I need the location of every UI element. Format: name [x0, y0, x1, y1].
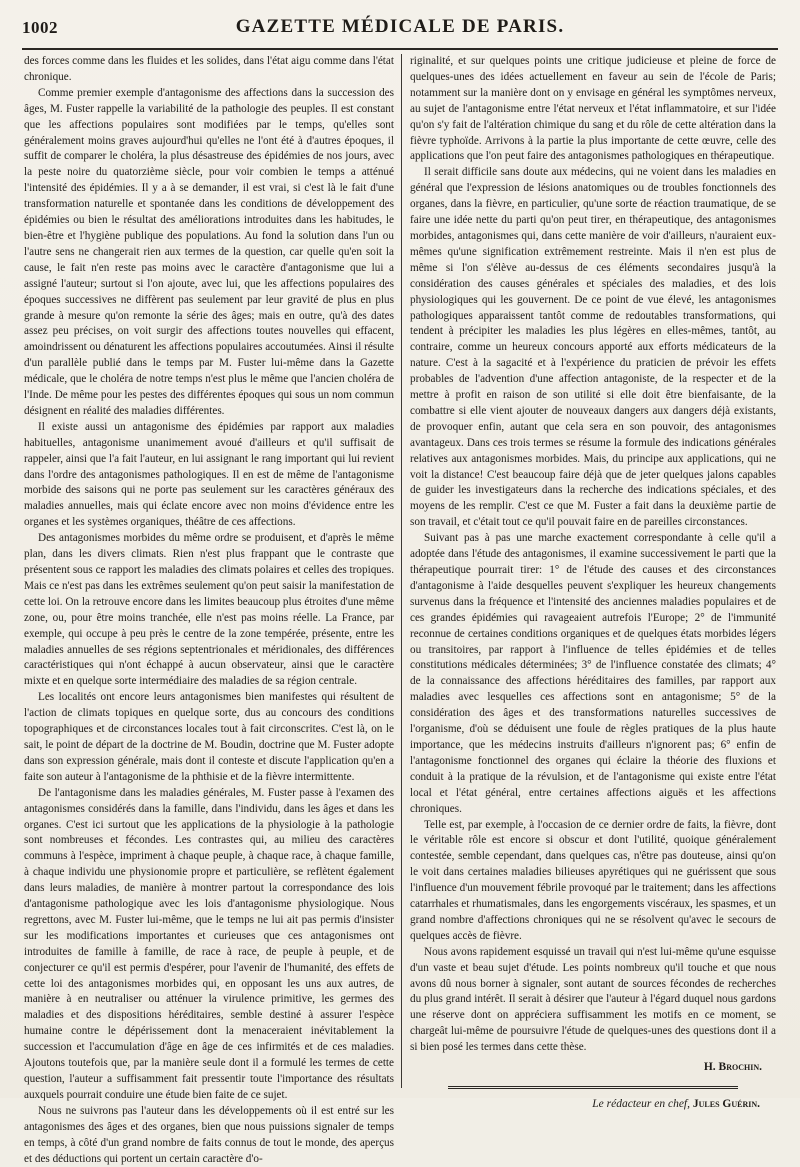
right-paragraph-5: Nous avons rapidement esquissé un travail qui n'est lui-même qu'une esquisse d'un vaste et beau sujet d'étude. Les points nombreux qu'il touche et que nous avons dû nous borner à signaler, sont autant de sources fécondes de recherches du plus grand intérêt. Il serait à désirer que l'auteur à l'égard duquel nous gardons une réserve dont on appréciera suffisamment les motifs en ce moment, se chargeât lui-même de poursuivre l'étude de quelques-unes des questions dont il a si bien posé les termes dans cette thèse.	[410, 945, 776, 1054]
left-paragraph-6: De l'antagonisme dans les maladies générales, M. Fuster passe à l'examen des antagonismes considérés dans la famille, dans l'individu, dans les âges et dans les organes. C'est ici surtout que les applications de la physiologie à la pathologie sont nombreuses et fécondes. Les contrastes qui, au milieu des caractères communs à l'espèce, impriment à chaque peuple, à chaque race, à chaque famille, à chaque individu une physionomie propre et particulière, se reflètent également dans leurs maladies, de manière à montrer partout la correspondance des lois d'antagonisme pathologique avec les lois d'antagonisme physiologique. Nous regrettons, avec M. Fuster lui-même, que le temps ne lui ait pas permis d'insister sur les modifications importantes et curieuses que ces antagonismes ont introduites de famille à famille, de race à race, de peuple à peuple, et de conjecturer ce qu'il est permis d'espérer, pour l'avenir de l'humanité, des effets de cette loi des antagonismes morbides qui, en opposant les uns aux autres, de manière à en neutraliser ou atténuer la virulence primitive, les germes des maladies et des dispositions héréditaires, semble destiné à assurer l'espèce humaine contre le dépérissement dont la menaceraient inévitablement la succession et l'accumulation d'âge en âge de ces infirmités et de ces maladies. Ajoutons toutefois que, par la manière seule dont il a formulé les termes de cette question, l'auteur a suffisamment fait pressentir toute l'importance des résultats auxquels pourrait conduire une étude bien faite de ce sujet.	[24, 786, 394, 1101]
right-paragraph-1: riginalité, et sur quelques points une critique judicieuse et pleine de force de quelques-unes des idées actuellement en faveur au sein de l'école de Paris; notamment sur la manière dont on y envisage en général les symptômes nerveux, au sujet de l'antagonisme entre l'état nerveux et l'état inflammatoire, et sur l'idée qu'on s'y fait de l'altération chimique du sang et du rôle de cette altération dans la fièvre typhoïde. Arrivons à la partie la plus importante de cette œuvre, celle des applications que l'on peut faire des antagonismes pathologiques en thérapeutique.	[410, 55, 776, 163]
journal-title: GAZETTE MÉDICALE DE PARIS.	[235, 16, 565, 37]
right-paragraph-3: Suivant pas à pas une marche exactement correspondante à celle qu'il a adoptée dans l'étude des antagonismes, il examine successivement le parti que la thérapeutique pourrait tirer: 1° de l'étude des causes et des circonstances d'antagonisme à l'aide desquelles peuvent s'expliquer les heureux changements survenus dans la fréquence et l'intensité des anciennes maladies populaires et de ces grandes épidémies qui ravageaient autrefois l'Europe; 2° de l'immunité reconnue de certaines conditions organiques et de quelques états morbides légers ou transitoires, par rapport à l'influence de telles épidémies et de telles constitutions médicales déterminées; 3° de l'influence constatée des climats; 4° de la connaissance des affections héréditaires des familles, par rapport aux maladies avec lesquelles ces affections sont en antagonisme; 5° de la considération des âges et des transformations naturelles successives de l'organisme, d'où se déduisent une foule de règles pratiques de la plus haute importance, que les médecins instruits d'ailleurs n'ignorent pas; 6° enfin de l'antagonisme fonctionnel des organes qui éclaire la théorie des fluxions et conduit à la pratique de la révulsion, et de l'antagonisme qui existe entre l'état local et l'état général, entre certaines affections aiguës et les affections chroniques.	[410, 532, 776, 815]
editor-credit	[410, 1097, 776, 1113]
right-column	[410, 54, 776, 1110]
author-signature: H. Brochin.	[703, 1061, 762, 1074]
left-paragraph-5: Les localités ont encore leurs antagonismes bien manifestes qui résultent de l'action de climats topiques en quelque sorte, dus au concours des conditions topographiques et de circonstances locales tout à fait circonscrites. C'est là, on le sait, le point de départ de la doctrine de M. Boudin, doctrine que M. Fuster adopte dans son expression générale, mais dont il conteste et discute l'application qu'en a faite son auteur à l'antagonisme de la phthisie et de la fièvre intermittente.	[24, 691, 394, 783]
editor-name: Jules Guérin.	[692, 1098, 760, 1110]
column-divider	[401, 54, 402, 1088]
left-paragraph-7: Nous ne suivrons pas l'auteur dans les développements où il est entré sur les antagonismes des âges et des organes, bien que nous puissions signaler de temps en temps, à côté d'un grand nombre de faits connus de tout le monde, des aperçus et des déductions qui portent un certain caractère d'o-	[24, 1104, 394, 1165]
left-paragraph-4: Des antagonismes morbides du même ordre se produisent, et d'après le même plan, dans les divers climats. Rien n'est plus frappant que le contraste que présentent sous ce rapport les maladies des climats polaires et celles des tropiques. Mais ce n'est pas dans les extrêmes seulement qu'on peut saisir la manifestation de cette loi. On la retrouve encore dans les limites beaucoup plus étroites d'une même zone, ou, pour être moins tranchée, elle n'est pas moins réelle. La France, par exemple, qui occupe à peu près le centre de la zone tempérée, présente, entre les maladies annuelles de ses régions septentrionales et méridionales, des différences caractéristiques qui n'ont échappé à aucun observateur, ainsi que le caractère mixte et en quelque sorte intermédiaire des maladies de sa région centrale.	[24, 532, 394, 688]
page-number: 1002	[22, 18, 58, 37]
right-paragraph-4: Telle est, par exemple, à l'occasion de ce dernier ordre de faits, la fièvre, dont le véritable rôle est encore si obscur et dont l'utilité, quoique généralement contestée, semble cependant, dans quelques cas, n'être pas douteuse, ainsi qu'on le voit dans certaines maladies bilieuses apyrétiques qui ne guérissent que sous l'influence d'un mouvement fébrile provoqué par le traitement; dans les affections catarrhales et rhumatismales, dans les engorgements viscéraux, les spasmes, et un grand nombre d'affections chroniques qui ne se résolvent qu'avec le secours de quelques accès de fièvre.	[410, 818, 776, 942]
left-paragraph-3: Il existe aussi un antagonisme des épidémies par rapport aux maladies habituelles, antagonisme unanimement avoué d'ailleurs et qu'il suffisait de rappeler, ainsi que l'a fait l'auteur, en lui assignant le rang important qui lui revient dans l'ordre des antagonismes pathologiques. Il en est de même de l'antagonisme morbide des saisons qui ne porte pas seulement sur les caractères généraux des maladies annuelles, mais qui éclate encore avec non moins d'évidence entre les organes et les systèmes organiques, théâtre de ces affections.	[24, 420, 394, 529]
left-column	[24, 54, 394, 1165]
right-paragraph-2: Il serait difficile sans doute aux médecins, qui ne voient dans les maladies en général que l'expression de lésions anatomiques ou de troubles fonctionnels des organes, dans la fièvre, en particulier, qu'une sorte de réaction traumatique, de se faire une idée nette du parti qu'on peut tirer, en thérapeutique, des antagonismes morbides, antagonismes qui, dans cette manière de voir d'ailleurs, n'auraient eux-mêmes qu'une signification extrêmement restreinte. Mais il n'en est plus de même si l'on s'élève au-dessus de ces éléments secondaires jusqu'à la considération des causes générales et spéciales des maladies, et des lois physiologiques qui les gouvernent. De ce point de vue élevé, les antagonismes pathologiques apparaissent tantôt comme de redoutables transformations, qui tendent à précipiter les maladies les plus légères en elles-mêmes, tantôt, au contraire, comme un heureux concours apporté aux efforts médicateurs de la nature. C'est à la sagacité et à l'expérience du praticien de prévoir les effets probables de l'advention d'une affection antagoniste, de la respecter et de la mettre à profit en raison de son utilité si elle doit être bienfaisante, de la combattre si elle vient ajouter de nouveaux dangers aux dangers déjà existants, de provoquer enfin, autant que cela sera en son pouvoir, des antagonismes avantageux. Dans ces trois termes se résume la formule des indications générales relatives aux antagonismes morbides. Mais, du principe aux applications, qui ne voit la distance! C'est beaucoup faire déjà que de jeter quelques jalons capables de guider les investigateurs dans la recherche des indications spéciales, et des moyens de les remplir. C'est ce que M. Fuster a fait dans la deuxième partie de son travail, et c'était tout ce qu'il pouvait faire en de pareilles circonstances.	[410, 166, 776, 529]
header-rule	[22, 48, 778, 50]
page-header	[22, 8, 778, 48]
article-end-rule	[448, 1086, 738, 1089]
left-paragraph-2: Comme premier exemple d'antagonisme des affections dans la succession des âges, M. Fuster rappelle la variabilité de la pathologie des peuples. Il est constant que les affections populaires sont modifiées par le temps, qu'elles sont généralement moins graves aujourd'hui qu'elles ne l'ont été à d'autres époques, il suffit de comparer le choléra, la plus désastreuse des épidémies de nos jours, avec la peste noire du quatorzième siècle, pour voir combien le temps a atténué l'intensité des épidémies. Il y a à se demander, il est vrai, si c'est là le fait d'une transformation naturelle et spontanée dans les conditions de développement des épidémies ou bien le résultat des améliorations introduites dans les habitudes, le bien-être et l'hygiène publique des populations. Au fond la solution dans l'un ou l'autre sens ne changerait rien aux termes de la question, car quelle qu'en soit la cause, le fait n'en reste pas moins avec le caractère d'antagonisme que lui a assigné l'auteur; surtout si l'on ajoute, avec lui, que les affections populaires des époques successives ne diffèrent pas seulement par leur gravité de plus en plus grande à mesure qu'on remonte la série des âges; mais en outre, qu'à des dates assez peu précises, on voit surgir des affections toutes nouvelles qui effacent, amoindrissent ou dénaturent les affections populaires accoutumées. Ainsi il résulte d'un parallèle publié dans le temps par M. Fuster lui-même dans la Gazette médicale, que le choléra de notre temps n'est plus le même que l'ancien choléra de l'Inde. De même pour les pestes des différentes époques qui sous un nom commun désignent en réalité des maladies différentes.	[24, 86, 394, 417]
left-paragraph-1: des forces comme dans les fluides et les solides, dans l'état aigu comme dans l'état chronique.	[24, 55, 394, 83]
editor-prefix: Le rédacteur en chef,	[592, 1098, 690, 1110]
